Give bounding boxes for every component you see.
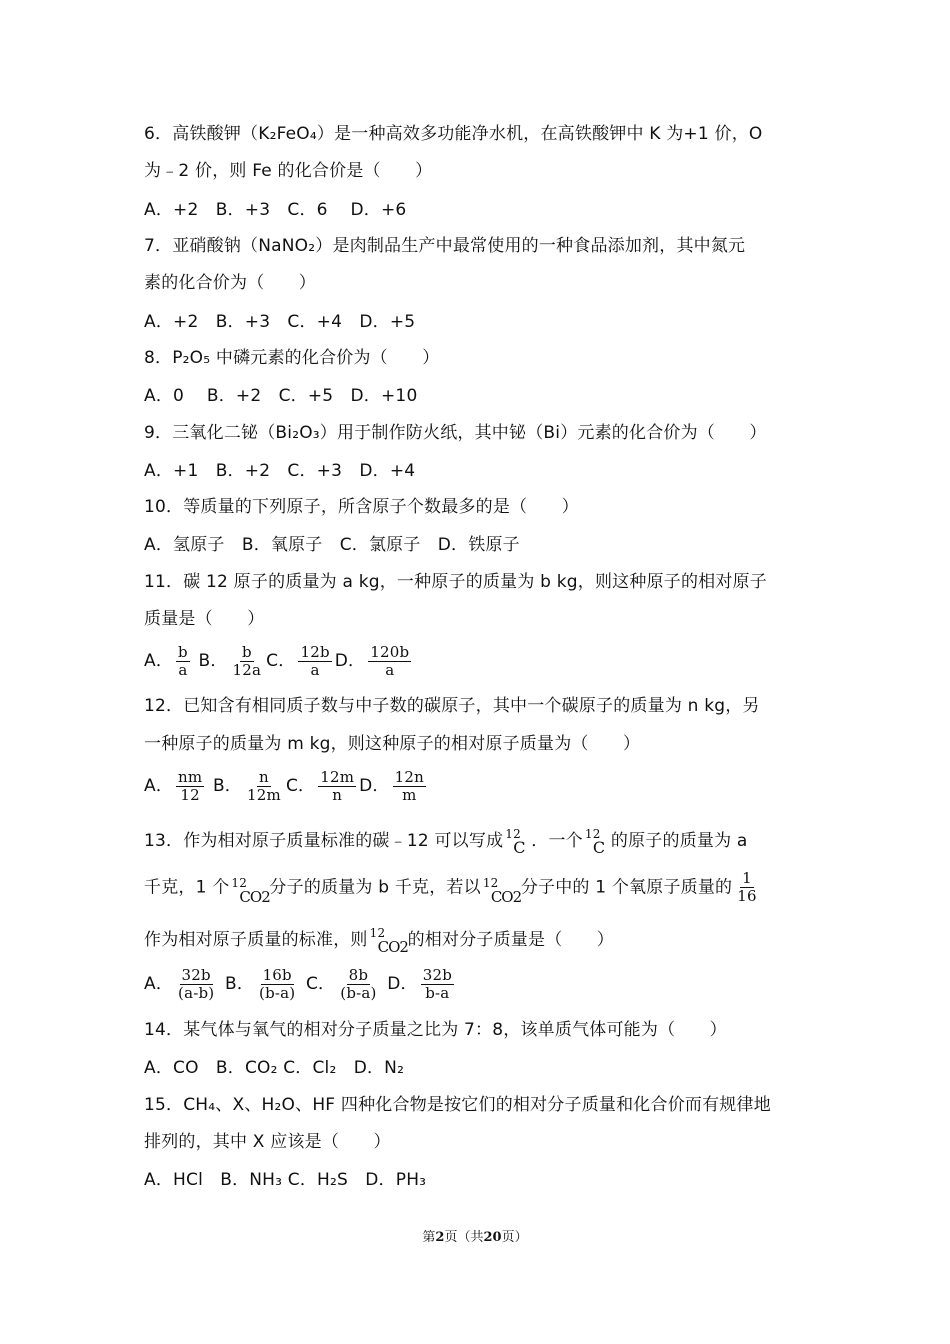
page-footer: 第2页（共20页） bbox=[422, 1230, 528, 1245]
total-pages: 20 bbox=[483, 1230, 502, 1245]
q8-options: A．0 B．+2 C．+5 D．+10 bbox=[144, 386, 418, 406]
q13-option-b-label: B． bbox=[224, 974, 255, 994]
q13-options bbox=[144, 964, 457, 1004]
q7-line2: 素的化合价为（ ） bbox=[144, 273, 316, 293]
q12-option-b-label: B． bbox=[212, 776, 243, 796]
q8-line1: 8．P₂O₅ 中磷元素的化合价为（ ） bbox=[144, 348, 440, 368]
q9-options: A．+1 B．+2 C．+3 D．+4 bbox=[144, 461, 416, 481]
q11-option-d-label: D． bbox=[334, 651, 366, 671]
q11-option-c-label: C． bbox=[266, 651, 296, 671]
q15-options: A．HCl B．NH₃ C．H₂S D．PH₃ bbox=[144, 1170, 427, 1190]
q13-option-c-fraction: $\frac{8b}{(b-a)}$ bbox=[340, 965, 377, 1002]
q11-options bbox=[144, 641, 414, 681]
q11-option-a-fraction: $\frac{b}{a}$ bbox=[178, 642, 188, 679]
q7-options: A．+2 B．+3 C．+4 D．+5 bbox=[144, 312, 416, 332]
q11-line1: 11．碳 12 原子的质量为 a kg，一种原子的质量为 b kg，则这种原子的相对原子 bbox=[144, 572, 767, 592]
co2-isotope: 12 CO2 bbox=[482, 875, 522, 906]
q13-option-c-label: C． bbox=[305, 974, 336, 994]
q12-option-a-label: A． bbox=[144, 776, 174, 796]
q11-option-d-fraction: $\frac{120b}{a}$ bbox=[370, 642, 410, 679]
q11-line2: 质量是（ ） bbox=[144, 609, 265, 629]
q13-option-a-label: A． bbox=[144, 974, 174, 994]
co2-isotope: 12 CO2 bbox=[231, 875, 270, 906]
q14-options: A．CO B．CO₂ C．Cl₂ D．N₂ bbox=[144, 1058, 405, 1078]
q10-options: A．氢原子 B．氧原子 C．氯原子 D．铁原子 bbox=[144, 535, 520, 555]
q13-line1: 13．作为相对原子质量标准的碳﹣12 可以写成 12 C ．一个 12 C 的原子的质量为 a bbox=[144, 827, 748, 857]
q11-option-b-label: B． bbox=[198, 651, 228, 671]
one-sixteenth-fraction: $\frac{1}{16}$ bbox=[737, 869, 757, 905]
q15-line2: 排列的，其中 X 应该是（ ） bbox=[144, 1132, 391, 1152]
q12-option-a-fraction: $\frac{nm}{12}$ bbox=[178, 767, 203, 804]
co2-isotope: 12 CO2 bbox=[369, 926, 408, 956]
q12-option-c-label: C． bbox=[285, 776, 316, 796]
q11-option-b-fraction: $\frac{b}{12a}$ bbox=[232, 642, 262, 679]
q12-line2: 一种原子的质量为 m kg，则这种原子的相对原子质量为（ ） bbox=[144, 734, 641, 754]
q12-option-d-fraction: $\frac{12n}{m}$ bbox=[394, 767, 424, 804]
q6-line2: 为﹣2 价，则 Fe 的化合价是（ ） bbox=[144, 161, 433, 181]
q10-line1: 10．等质量的下列原子，所含原子个数最多的是（ ） bbox=[144, 497, 579, 517]
q14-line1: 14．某气体与氧气的相对分子质量之比为 7：8，该单质气体可能为（ ） bbox=[144, 1020, 727, 1040]
q13-option-b-fraction: $\frac{16b}{(b-a)}$ bbox=[259, 965, 296, 1002]
q12-option-d-label: D． bbox=[359, 776, 390, 796]
q13-option-a-fraction: $\frac{32b}{(a-b)}$ bbox=[178, 965, 215, 1002]
q6-line1: 6．高铁酸钾（K₂FeO₄）是一种高效多功能净水机，在高铁酸钾中 K 为+1 价，O bbox=[144, 124, 763, 144]
page-number: 2 bbox=[435, 1230, 445, 1245]
q13-option-d-label: D． bbox=[387, 974, 418, 994]
q12-option-b-fraction: $\frac{n}{12m}$ bbox=[247, 767, 281, 804]
q7-line1: 7．亚硝酸钠（NaNO₂）是肉制品生产中最常使用的一种食品添加剂，其中氮元 bbox=[144, 236, 746, 256]
q13-option-d-fraction: $\frac{32b}{b-a}$ bbox=[422, 965, 452, 1002]
q13-line2: 千克，1 个 12 CO2 分子的质量为 b 千克，若以 12 CO2 分子中的 1 个氧原子质量的 $\frac{1}{16}$ bbox=[144, 869, 757, 906]
q12-options bbox=[144, 766, 429, 806]
carbon-12-isotope: 12 C bbox=[505, 827, 526, 857]
q9-line1: 9．三氧化二铋（Bi₂O₃）用于制作防火纸，其中铋（Bi）元素的化合价为（ ） bbox=[144, 423, 767, 443]
q6-options: A．+2 B．+3 C．6 D．+6 bbox=[144, 200, 407, 220]
q12-line1: 12．已知含有相同质子数与中子数的碳原子，其中一个碳原子的质量为 n kg，另 bbox=[144, 696, 760, 716]
q11-option-c-fraction: $\frac{12b}{a}$ bbox=[300, 642, 330, 679]
q12-option-c-fraction: $\frac{12m}{n}$ bbox=[320, 767, 355, 804]
carbon-12-isotope: 12 C bbox=[584, 827, 606, 857]
q15-line1: 15．CH₄、X、H₂O、HF 四种化合物是按它们的相对分子质量和化合价而有规律地 bbox=[144, 1095, 771, 1115]
q11-option-a-label: A． bbox=[144, 651, 174, 671]
q13-line3: 作为相对原子质量的标准，则 12 CO2 的相对分子质量是（ ） bbox=[144, 926, 615, 956]
